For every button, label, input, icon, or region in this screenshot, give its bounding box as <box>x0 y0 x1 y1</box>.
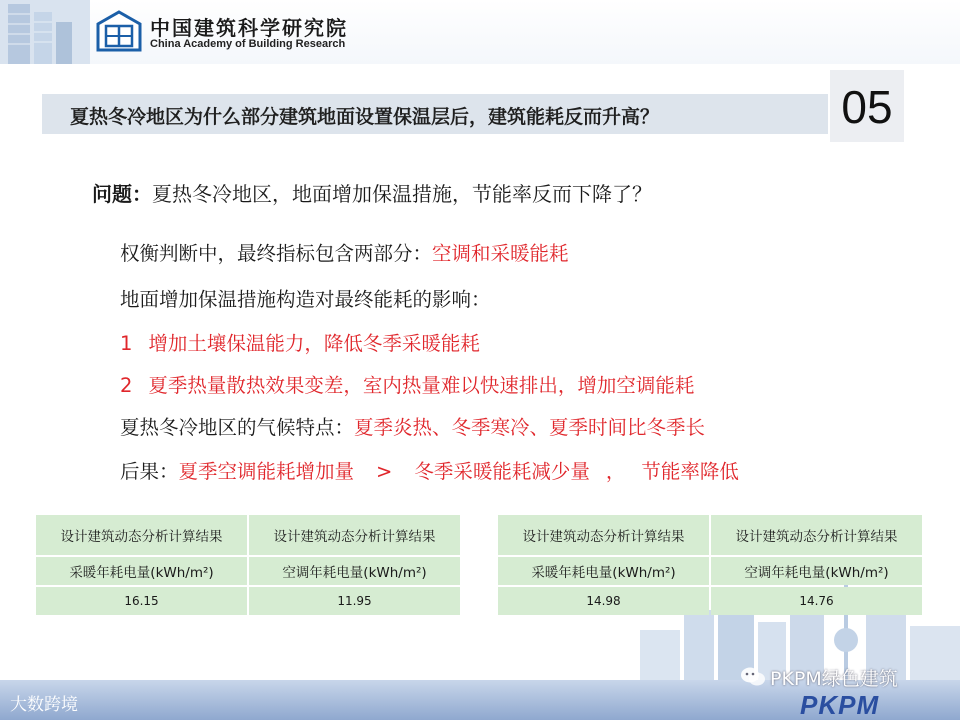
header-banner <box>0 0 960 64</box>
line-1-text: 权衡判断中，最终指标包含两部分： <box>120 242 433 265</box>
line-1-highlight: 空调和采暖能耗 <box>432 242 569 265</box>
line-3-text: 增加土壤保温能力，降低冬季采暖能耗 <box>148 332 480 355</box>
line-2-text: 地面增加保温措施构造对最终能耗的影响： <box>120 288 491 311</box>
line-5-highlight: 夏季炎热、冬季寒冷、夏季时间比冬季长 <box>354 416 706 439</box>
table-2-value-cooling: 14.76 <box>711 587 922 615</box>
table-2-header-1: 设计建筑动态分析计算结果 <box>498 515 709 555</box>
table-1-value-heating: 16.15 <box>36 587 247 615</box>
title-bar <box>42 94 828 134</box>
org-name-en: China Academy of Building Research <box>150 38 346 50</box>
line-4-text: 夏季热量散热效果变差，室内热量难以快速排出，增加空调能耗 <box>148 374 695 397</box>
table-1-value-cooling: 11.95 <box>249 587 460 615</box>
brand-logo: PKPM <box>800 690 880 720</box>
table-1-header-1: 设计建筑动态分析计算结果 <box>36 515 247 555</box>
table-1-label-heating: 采暖年耗电量(kWh/m²) <box>36 557 247 585</box>
line-6-operator: > <box>376 460 393 483</box>
table-2-label-heating: 采暖年耗电量(kWh/m²) <box>498 557 709 585</box>
line-5-text: 夏热冬冷地区的气候特点： <box>120 416 355 439</box>
line-6-highlight-c: 节能率降低 <box>641 460 739 483</box>
question-text: 夏热冬冷地区，地面增加保温措施，节能率反而下降了？ <box>152 182 652 206</box>
line-3-number: 1 <box>120 332 133 355</box>
table-2-header-2: 设计建筑动态分析计算结果 <box>711 515 922 555</box>
line-6-highlight-b: 冬季采暖能耗减少量 <box>414 460 590 483</box>
line-6 <box>120 456 739 484</box>
line-5 <box>120 412 705 440</box>
question-label: 问题： <box>92 182 152 206</box>
line-6-highlight-a: 夏季空调能耗增加量 <box>178 460 355 483</box>
cabr-emblem-icon <box>96 10 142 54</box>
slide-number-box <box>830 70 904 142</box>
bottom-left-watermark: 大数跨境 <box>10 695 78 715</box>
table-1-header-2: 设计建筑动态分析计算结果 <box>249 515 460 555</box>
wechat-icon <box>740 666 766 688</box>
result-table-2 <box>496 513 924 617</box>
line-4-number: 2 <box>120 374 133 397</box>
line-6-comma: ， <box>605 460 626 483</box>
line-2 <box>120 284 491 312</box>
line-3 <box>120 328 480 356</box>
question-line <box>92 178 652 207</box>
building-icon <box>0 0 90 64</box>
table-1-label-cooling: 空调年耗电量(kWh/m²) <box>249 557 460 585</box>
page-title: 夏热冬冷地区为什么部分建筑地面设置保温层后，建筑能耗反而升高？ <box>70 106 660 128</box>
watermark-text: PKPM绿色建筑 <box>770 668 898 690</box>
line-6-text: 后果： <box>120 460 179 483</box>
table-2-value-heating: 14.98 <box>498 587 709 615</box>
slide-number: 05 <box>841 81 893 133</box>
result-table-1 <box>34 513 462 617</box>
table-2-label-cooling: 空调年耗电量(kWh/m²) <box>711 557 922 585</box>
line-4 <box>120 370 694 398</box>
line-1 <box>120 238 569 266</box>
org-name-cn: 中国建筑科学研究院 <box>150 16 348 40</box>
